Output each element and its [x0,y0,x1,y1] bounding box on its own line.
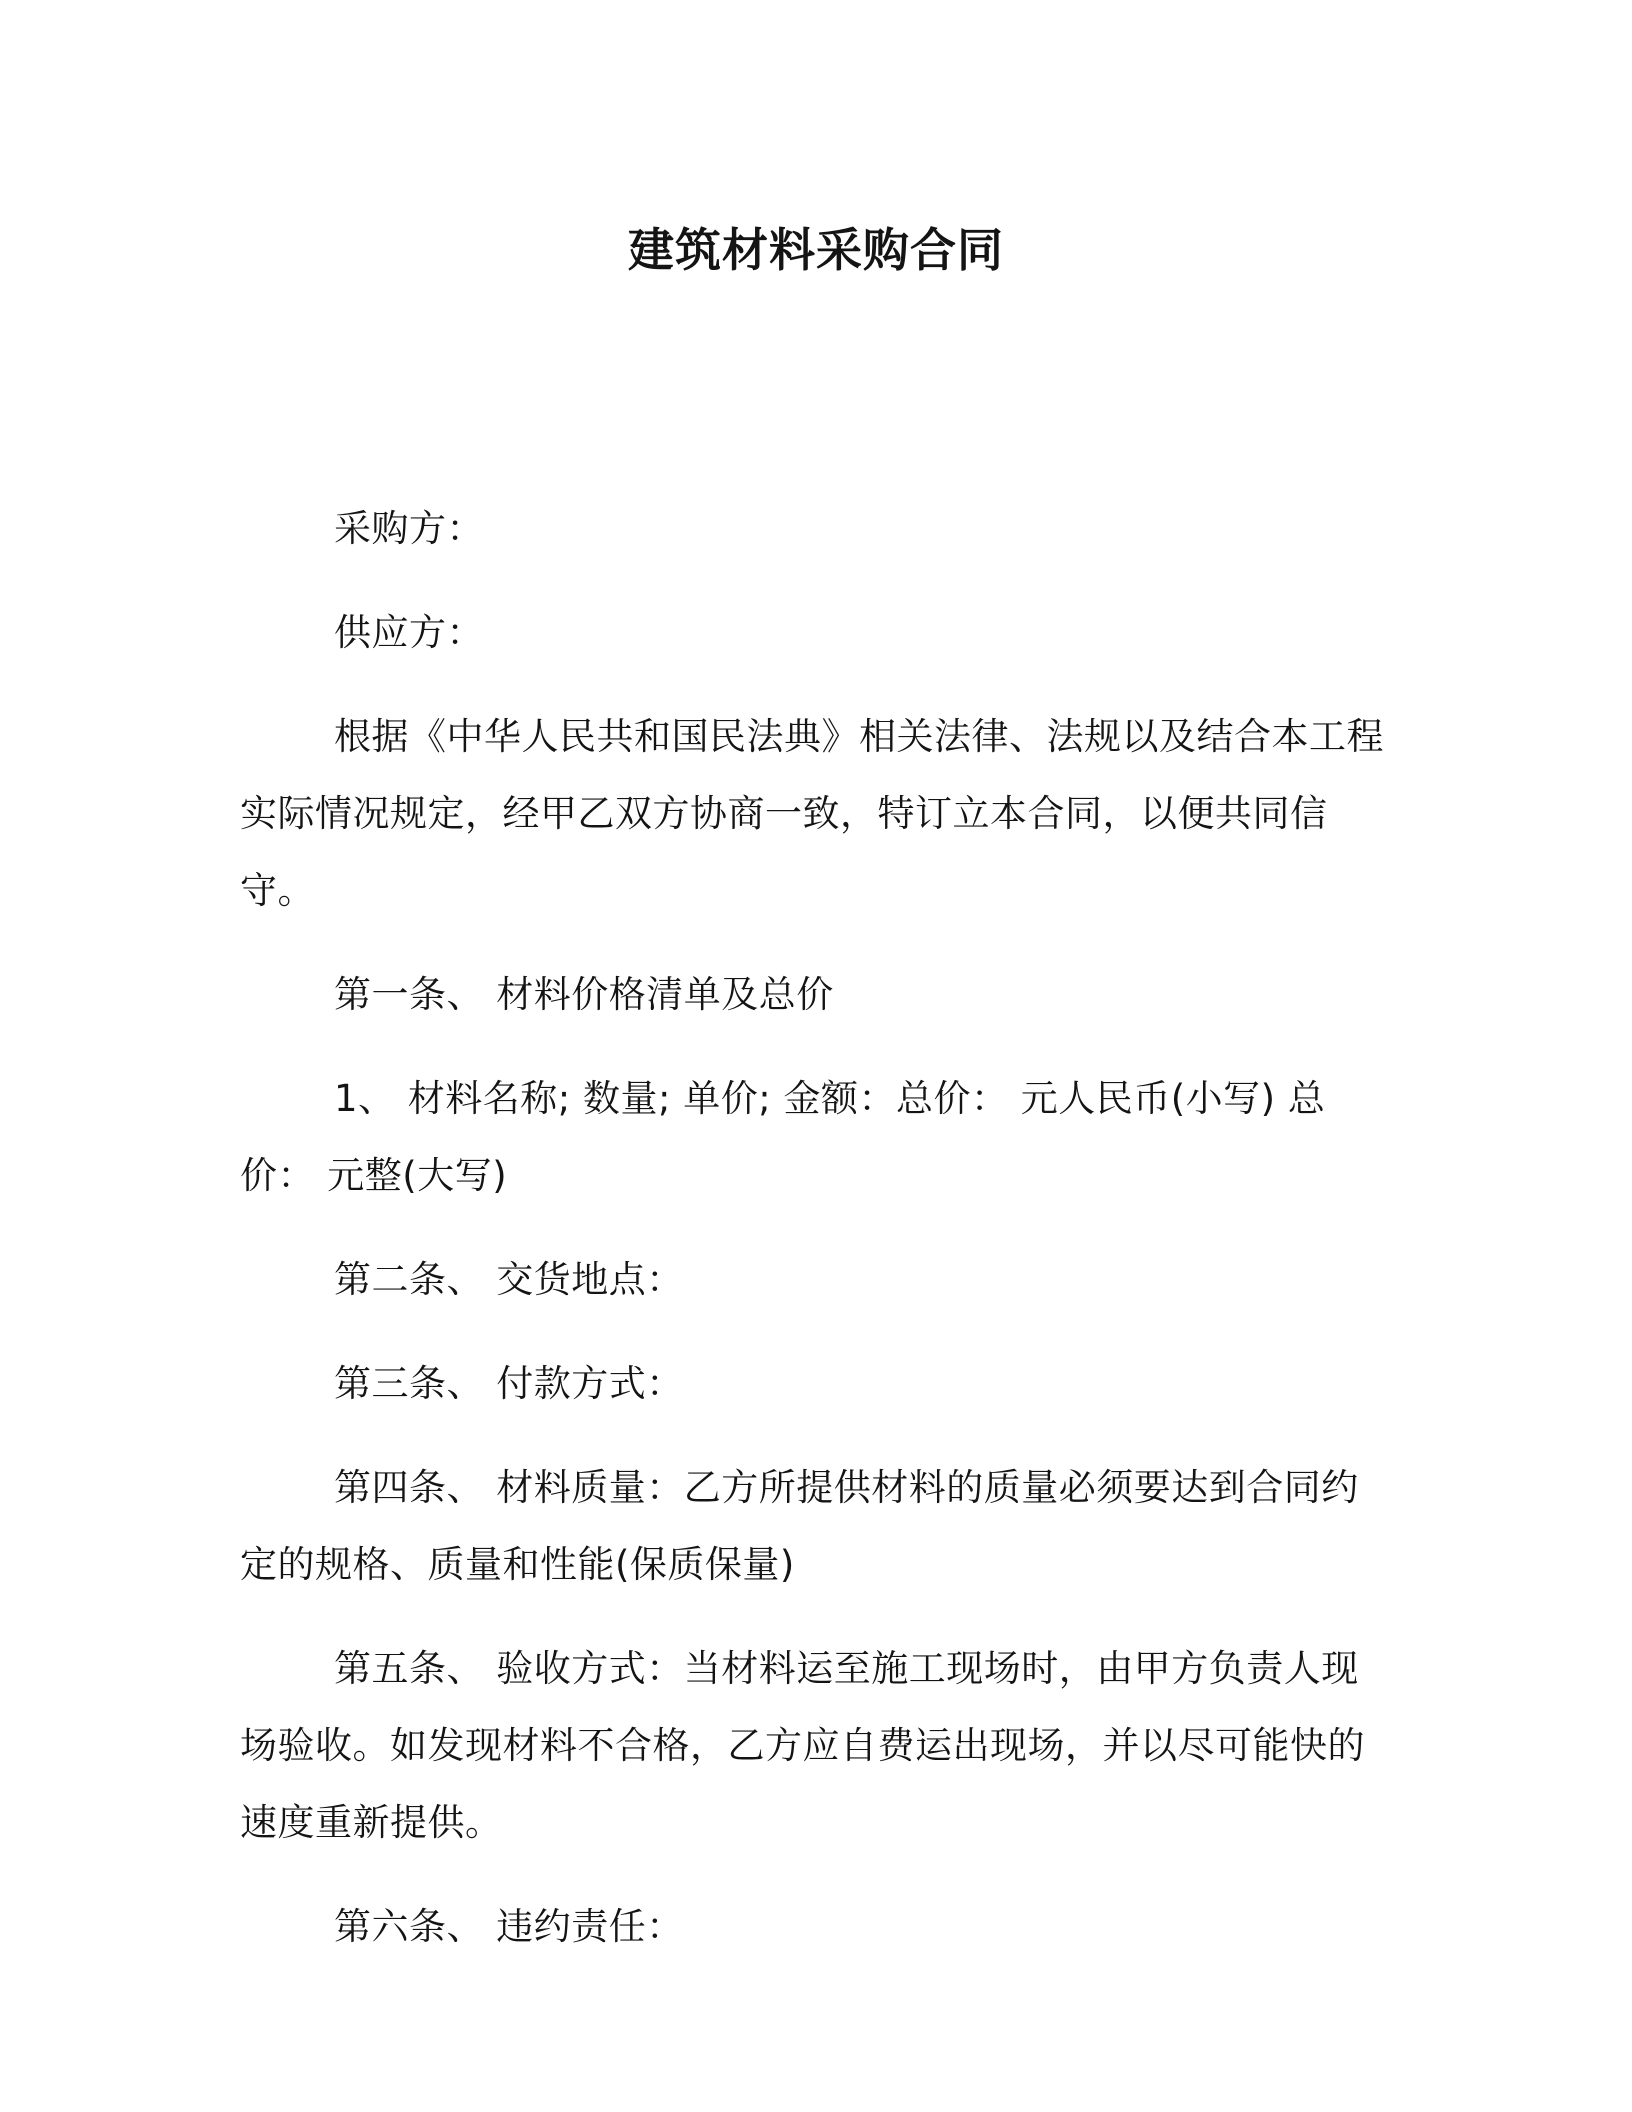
article-3-payment: 第三条、 付款方式： [334,1362,684,1405]
article-6-liability: 第六条、 违约责任： [334,1905,684,1948]
document-body [240,490,1390,1992]
buyer-line: 采购方： [334,507,484,550]
document-title: 建筑材料采购合同 [628,223,1004,277]
preamble-paragraph: 根据《中华人民共和国民法典》相关法律、法规以及结合本工程实际情况规定，经甲乙双方协商一致，特订立本合同，以便共同信守。 [240,715,1384,912]
supplier-line: 供应方： [334,611,484,654]
article-1-item-1: 1、 材料名称; 数量; 单价; 金额：总价： 元人民币(小写) 总价： 元整(大写) [240,1077,1326,1197]
article-2-delivery: 第二条、 交货地点： [334,1258,684,1301]
article-5-acceptance: 第五条、 验收方式：当材料运至施工现场时，由甲方负责人现场验收。如发现材料不合格，乙方应自费运出现场，并以尽可能快的速度重新提供。 [240,1647,1365,1844]
article-4-quality: 第四条、 材料质量：乙方所提供材料的质量必须要达到合同约定的规格、质量和性能(保质保量) [240,1466,1359,1586]
article-1-heading: 第一条、 材料价格清单及总价 [334,973,834,1016]
